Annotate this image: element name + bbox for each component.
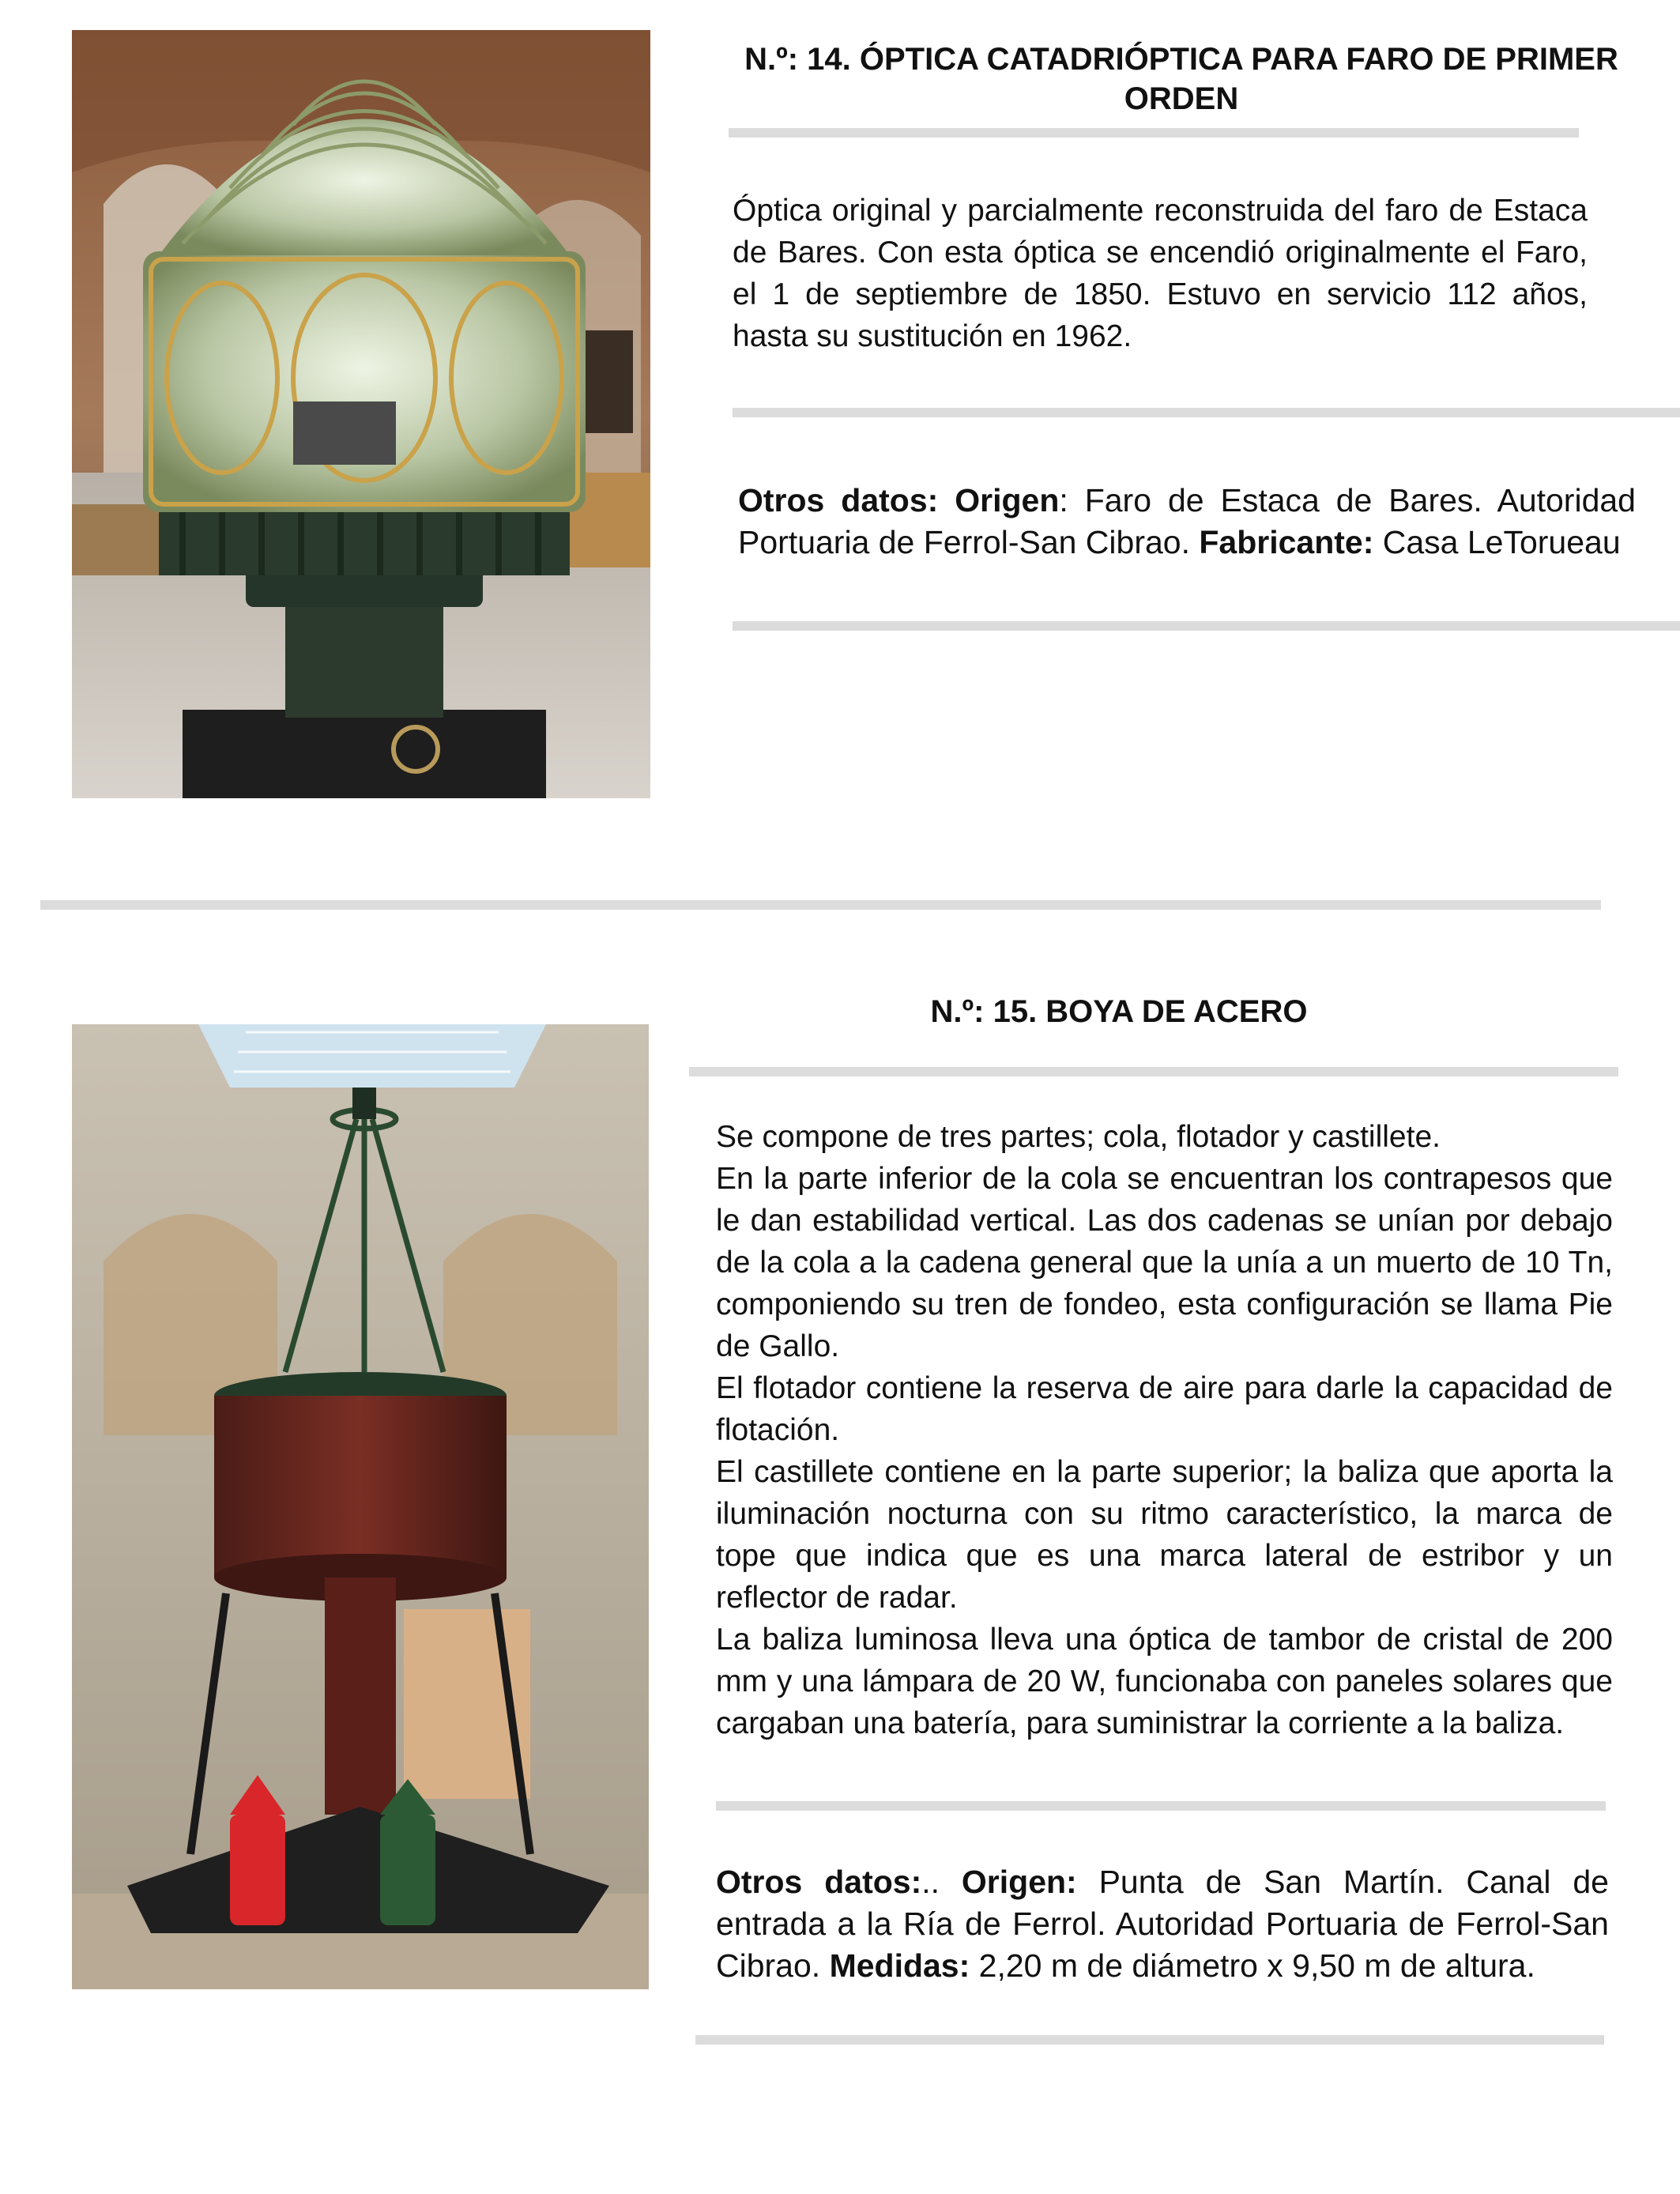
steel-buoy-photo (72, 1024, 649, 1989)
item-15-other-data (716, 1861, 1609, 1987)
otros-separator: .. (921, 1864, 962, 1900)
fabricante-value: Casa LeTorueau (1373, 524, 1621, 560)
item-14-description: Óptica original y parcialmente reconstruida del faro de Estaca de Bares. Con esta óptica se encendió originalmente el Faro, el 1 de septiembre de 1850. Estuvo en servicio 112 años, hasta su sustitución en 1962. (733, 194, 1588, 353)
otros-datos-label: Otros datos: (738, 482, 939, 518)
item-14-other-data-rule (733, 621, 1680, 631)
item-15-title: N.º: 15. BOYA DE ACERO (930, 994, 1308, 1029)
origen-label: Origen: (961, 1864, 1077, 1900)
item-15-paragraph: El flotador contiene la reserva de aire para darle la capacidad de flotación. (716, 1371, 1613, 1447)
item-15-title-rule (689, 1067, 1618, 1076)
item-15-other-data-rule (695, 2035, 1604, 2045)
item-15-paragraph: La baliza luminosa lleva una óptica de tambor de cristal de 200 mm y una lámpara de 20 W, funcionaba con paneles solares que cargaban una batería, para suministrar la corriente a la baliza. (716, 1623, 1613, 1740)
medidas-value: 2,20 m de diámetro x 9,50 m de altura. (970, 1947, 1535, 1984)
item-15-paragraph: En la parte inferior de la cola se encuentran los contrapesos que le dan estabilidad vertical. Las dos cadenas se unían por debajo de la cola a la cadena general que la unía a un muerto de 10 Tn, componiendo su tren de fondeo, esta configuración se llama Pie de Gallo. (716, 1162, 1613, 1363)
medidas-label: Medidas: (829, 1947, 970, 1984)
item-15-description-rule (716, 1801, 1606, 1811)
origen-value: : Faro de Estaca de Bares. Autoridad Portuaria de Ferrol-San Cibrao. (738, 482, 1636, 560)
item-14-title: N.º: 14. ÓPTICA CATADRIÓPTICA PARA FARO DE PRIMER ORDEN (744, 42, 1618, 116)
section-separator (40, 900, 1601, 910)
item-14-other-data (738, 480, 1636, 564)
item-15-paragraph: Se compone de tres partes; cola, flotador y castillete. (716, 1120, 1441, 1154)
item-14-title-rule (729, 128, 1579, 138)
lighthouse-lens-photo (72, 30, 650, 798)
item-14-description-rule (733, 408, 1680, 417)
origen-label: Origen (955, 482, 1060, 518)
fabricante-label: Fabricante: (1199, 524, 1374, 560)
origen-value: Punta de San Martín. Canal de entrada a la Ría de Ferrol. Autoridad Portuaria de Ferrol-San Cibrao. (716, 1864, 1609, 1984)
otros-datos-label: Otros datos: (716, 1864, 922, 1900)
item-15-description (716, 1116, 1613, 1744)
item-15-paragraph: El castillete contiene en la parte superior; la baliza que aporta la iluminación nocturna con su ritmo característico, la marca de tope que indica que es una marca lateral de estribor y un reflector de radar. (716, 1455, 1613, 1615)
